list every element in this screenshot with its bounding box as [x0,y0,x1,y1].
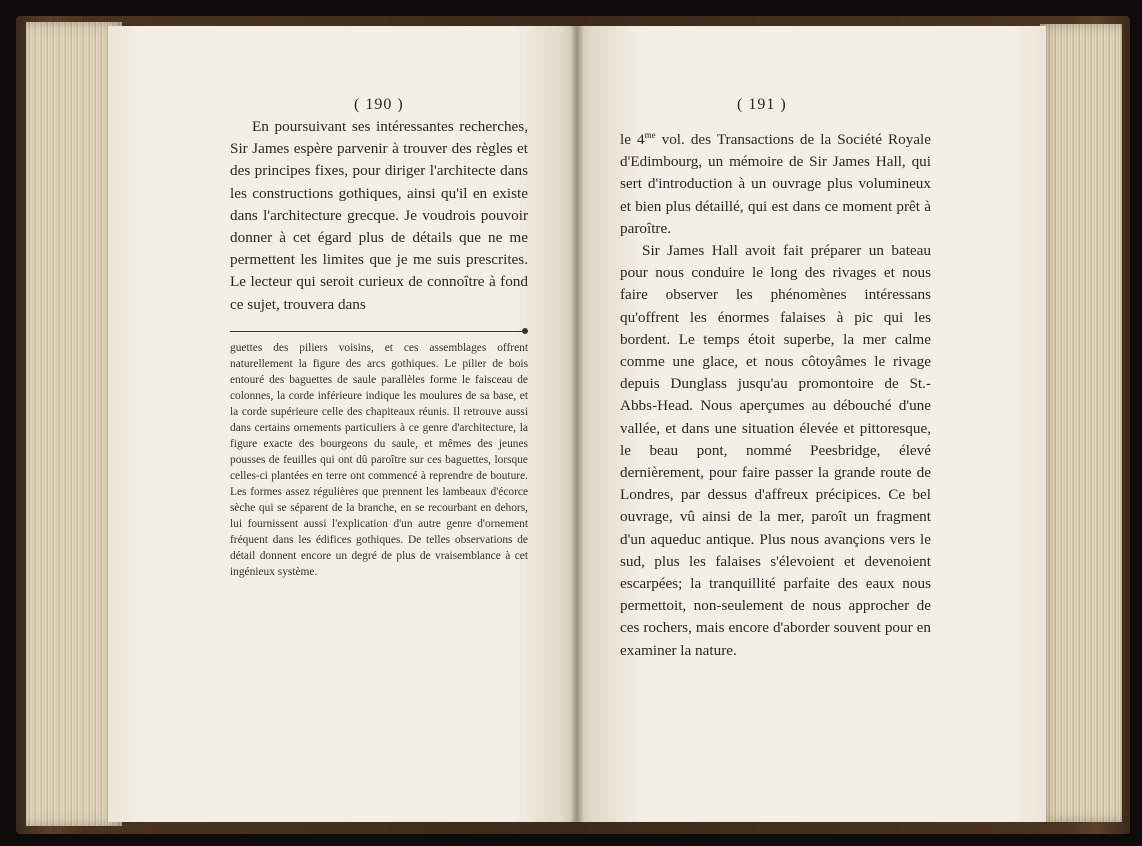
left-paragraph: En poursuivant ses intéressantes recherches, Sir James espère parvenir à trouver des règles et des principes fixes, pour diriger l'architecte dans les constructions gothiques, ainsi qu'il en existe dans l'architecture grecque. Je voudrois pouvoir donner à cet égard plus de détails que ne me permettent les limites que je me suis prescrites. Le lecteur qui seroit curieux de connoître à fond ce sujet, trouvera dans [230,118,528,313]
left-page-number: ( 190 ) [354,96,404,113]
footnote-rule [230,331,528,332]
p1-rest: vol. des Transactions de la Société Royale d'Edimbourg, un mémoire de Sir James Hall, qui sert d'introduction à un ouvrage plus volumineux et bien plus détaillé, qui est dans ce moment prêt à paroître. [620,131,931,237]
right-page-edges [1040,24,1122,822]
footnote-rule-marker [522,328,528,334]
right-paragraph-2: Sir James Hall avoit fait préparer un bateau pour nous conduire le long des rivages et nous faire observer les phénomènes intéressans qu'offrent les énormes falaises à pic qui les bordent. Le temps étoit superbe, la mer calme comme une glace, et nous côtoyâmes le rivage depuis Dunglass jusqu'au promontoire de St.-Abbs-Head. Nous aperçumes au débouché d'une vallée, et dans une situation élevée et pittoresque, le beau pont, nommé Peesbridge, élevé dernièrement, pour faire passer la grande route de Londres, par dessus d'affreux précipices. Ce bel ouvrage, vû ainsi de la mer, paroît un fragment d'un aqueduc antique. Plus nous avançions vers le sud, plus les falaises s'élevoient et devenoient escarpées; la tranquillité parfaite des eaux nous permettoit, non-seulement de nous approcher de ces rochers, mais encore d'aborder souvent pour en examiner la nature. [620,242,931,659]
right-body-text [620,124,931,662]
right-page-number: ( 191 ) [737,96,787,113]
book-gutter [570,26,584,822]
left-footnote: guettes des piliers voisins, et ces assemblages offrent naturellement la figure des arcs gothiques. Le pilier de bois entouré des baguettes de saule parallèles forme le faisceau de colonnes, la corde inférieure indique les moulures de sa base, et la corde supérieure celle des chapiteaux réunis. Il retrouve aussi dans certains ornements particuliers à ce genre d'architecture, la figure exacte des bourgeons du saule, et mêmes des jeunes pousses de feuilles qui ont dû paroître sur ces baguettes, lorsque celles-ci plantées en terre ont commencé à reprendre de bouture. Les formes assez régulières que prennent les lambeaux d'écorce sèche qui se séparent de la branche, en se recourbant en dehors, lui fournissent aussi l'explication d'un autre genre d'ornement fréquent dans les édifices gothiques. De telles observations de détail donnent encore un degré de plus de vraisemblance à cet ingénieux système. [230,342,528,578]
left-body-text [230,116,528,316]
right-paragraph-1 [620,124,931,240]
p1-superscript: me [644,130,656,140]
p1-start: le 4 [620,131,645,148]
